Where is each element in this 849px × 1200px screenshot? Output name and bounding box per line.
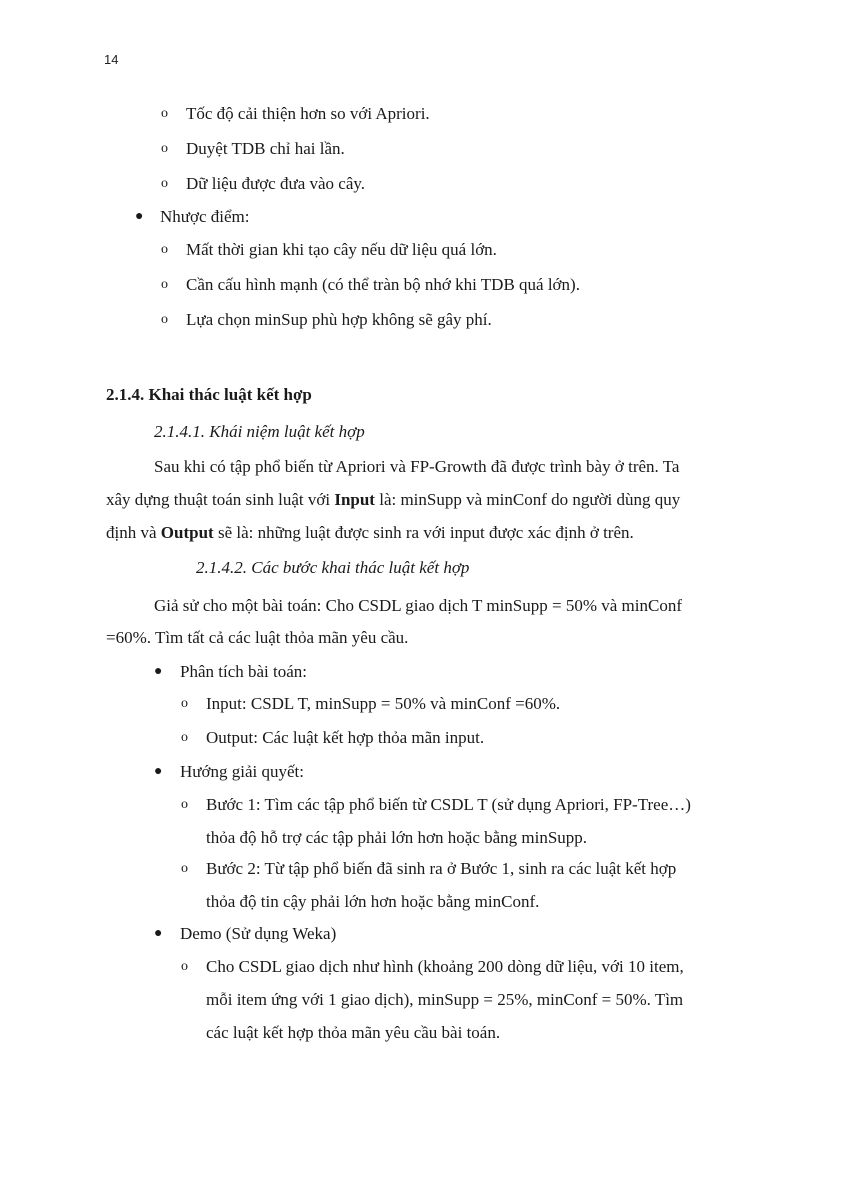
subsection-heading: 2.1.4.2. Các bước khai thác luật kết hợp (196, 558, 470, 577)
list-item-continuation: các luật kết hợp thỏa mãn yêu cầu bài toán. (206, 1023, 501, 1042)
circle-bullet-icon: o (181, 959, 188, 974)
list-item: Cần cấu hình mạnh (có thể tràn bộ nhớ khi TDB quá lớn). (186, 275, 580, 294)
circle-bullet-icon: o (161, 242, 168, 257)
demo-label: Demo (Sử dụng Weka) (180, 924, 337, 943)
circle-bullet-icon: o (161, 141, 168, 156)
list-item: Output: Các luật kết hợp thỏa mãn input. (206, 728, 485, 747)
list-item: Bước 1: Tìm các tập phổ biến từ CSDL T (sử dụng Apriori, FP-Tree…) (206, 795, 691, 814)
analysis-label: Phân tích bài toán: (180, 662, 308, 681)
page-number: 14 (104, 52, 119, 67)
list-item: Tốc độ cải thiện hơn so với Apriori. (186, 104, 430, 123)
list-item-continuation: thỏa độ hỗ trợ các tập phải lớn hơn hoặc bằng minSupp. (206, 828, 588, 847)
paragraph-line: Sau khi có tập phổ biến từ Apriori và FP-Growth đã được trình bày ở trên. Ta (154, 457, 680, 476)
list-item: Lựa chọn minSup phù hợp không sẽ gây phí. (186, 310, 492, 329)
list-item: Mất thời gian khi tạo cây nếu dữ liệu quá lớn. (186, 240, 497, 259)
paragraph-line: =60%. Tìm tất cả các luật thỏa mãn yêu cầu. (106, 628, 409, 647)
list-item: Dữ liệu được đưa vào cây. (186, 174, 366, 193)
circle-bullet-icon: o (181, 861, 188, 876)
list-item: Bước 2: Từ tập phổ biến đã sinh ra ở Bước 1, sinh ra các luật kết hợp (206, 859, 677, 878)
circle-bullet-icon: o (181, 696, 188, 711)
paragraph-line: định và Output sẽ là: những luật được sinh ra với input được xác định ở trên. (106, 523, 634, 542)
bold-term: Output (160, 523, 214, 542)
circle-bullet-icon: o (161, 277, 168, 292)
bullet-icon: ● (154, 664, 163, 679)
list-item: Input: CSDL T, minSupp = 50% và minConf =60%. (206, 694, 561, 713)
list-item: Duyệt TDB chỉ hai lần. (186, 139, 345, 158)
circle-bullet-icon: o (161, 312, 168, 327)
list-item-continuation: thỏa độ tin cậy phải lớn hơn hoặc bằng minConf. (206, 892, 540, 911)
bold-term: Input (334, 490, 375, 509)
bullet-icon: ● (135, 209, 144, 224)
subsection-heading: 2.1.4.1. Khái niệm luật kết hợp (154, 422, 365, 441)
circle-bullet-icon: o (181, 797, 188, 812)
disadvantages-label: Nhược điểm: (160, 207, 250, 226)
solution-label: Hướng giải quyết: (180, 762, 304, 781)
circle-bullet-icon: o (181, 730, 188, 745)
paragraph-line: xây dựng thuật toán sinh luật với Input là: minSupp và minConf do người dùng quy (106, 490, 681, 509)
list-item-continuation: mỗi item ứng với 1 giao dịch), minSupp = 25%, minConf = 50%. Tìm (206, 990, 684, 1009)
bullet-icon: ● (154, 764, 163, 779)
circle-bullet-icon: o (161, 176, 168, 191)
bullet-icon: ● (154, 926, 163, 941)
list-item: Cho CSDL giao dịch như hình (khoảng 200 dòng dữ liệu, với 10 item, (206, 957, 684, 976)
paragraph-line: Giả sử cho một bài toán: Cho CSDL giao dịch T minSupp = 50% và minConf (154, 596, 682, 615)
circle-bullet-icon: o (161, 106, 168, 121)
section-heading: 2.1.4. Khai thác luật kết hợp (106, 385, 312, 404)
